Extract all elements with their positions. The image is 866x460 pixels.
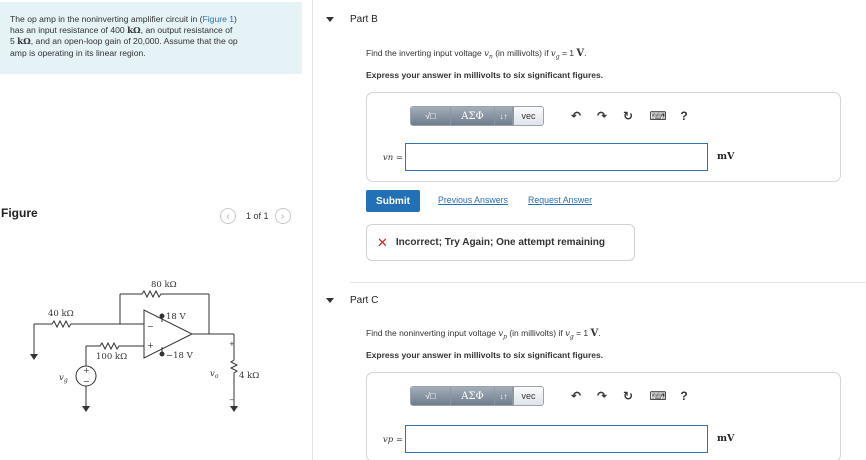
- part-c-question: [366, 328, 601, 341]
- answer-input-vp[interactable]: [405, 425, 708, 453]
- part-c-title: Part C: [350, 295, 379, 306]
- cond-sub: g: [569, 333, 574, 341]
- label-vo: [210, 369, 219, 380]
- var-sub: p: [503, 333, 507, 341]
- help-icon[interactable]: ?: [680, 109, 688, 123]
- math-toolbar: [410, 105, 692, 127]
- feedback-text: Incorrect; Try Again; One attempt remaining: [395, 237, 606, 248]
- answer-label: vp =: [382, 435, 403, 445]
- right-pane: [313, 0, 866, 460]
- problem-line-3: [10, 36, 294, 48]
- reset-icon[interactable]: ↻: [622, 389, 634, 403]
- template-group: [410, 386, 544, 406]
- greek-symbols-button[interactable]: ΑΣΦ: [451, 387, 495, 405]
- question-text: Find the noninverting input voltage: [366, 328, 499, 338]
- figure-title: Figure: [1, 206, 38, 220]
- source-plus: +: [83, 366, 90, 375]
- part-b-header[interactable]: [350, 14, 378, 25]
- vo-plus: +: [229, 340, 235, 348]
- sqrt-template-button[interactable]: √□: [411, 107, 451, 125]
- vec-button[interactable]: vec: [513, 387, 543, 405]
- part-b-instruction: Express your answer in millivolts to six significant figures.: [366, 70, 604, 80]
- cond-end: .: [598, 328, 601, 338]
- ground-arrow: [82, 406, 90, 412]
- problem-line-2: [10, 25, 294, 37]
- part-c-instruction: Express your answer in millivolts to six significant figures.: [366, 350, 604, 360]
- keyboard-icon[interactable]: ⌨: [649, 389, 667, 403]
- caret-down-icon[interactable]: [326, 17, 334, 22]
- chevron-right-icon[interactable]: ›: [275, 208, 291, 224]
- cond-var: v: [550, 49, 556, 59]
- label-vo-main: v: [210, 369, 215, 379]
- resistor-100k: [86, 343, 144, 349]
- submit-button[interactable]: Submit: [366, 190, 420, 212]
- undo-icon[interactable]: ↶: [570, 389, 582, 403]
- answer-label: vn =: [382, 153, 403, 163]
- feedback-message: [366, 224, 635, 261]
- problem-text: has an input resistance of 400: [10, 24, 128, 35]
- part-b-title: Part B: [350, 14, 378, 25]
- var-v: v: [498, 329, 504, 339]
- label-vg-main: v: [59, 373, 64, 383]
- figure-pager: [220, 208, 291, 224]
- arrows-button[interactable]: ↓↑: [495, 387, 513, 405]
- resistor-80k: [120, 291, 209, 297]
- problem-text: , and an open-loop gain of 20,000. Assume that the op: [30, 36, 238, 47]
- vec-button[interactable]: vec: [513, 107, 543, 125]
- unit-kohm: kΩ: [17, 37, 31, 48]
- incorrect-x-icon: ✕: [377, 234, 388, 250]
- answer-input-vn[interactable]: [405, 143, 708, 171]
- part-c-answer-box: [366, 372, 841, 460]
- undo-icon[interactable]: ↶: [570, 109, 582, 123]
- pager-text: 1 of 1: [246, 211, 269, 221]
- label-vg-sub: g: [63, 377, 68, 384]
- var-v: v: [484, 49, 489, 59]
- keyboard-icon[interactable]: ⌨: [649, 109, 667, 123]
- part-b-question: [366, 48, 587, 61]
- source-minus: −: [83, 377, 90, 386]
- redo-icon[interactable]: ↷: [596, 109, 608, 123]
- label-neg18v: −18 V: [166, 351, 193, 361]
- ground-arrow: [230, 406, 238, 412]
- template-group: [410, 106, 544, 126]
- reset-icon[interactable]: ↻: [622, 109, 634, 123]
- ground-arrow: [30, 354, 38, 360]
- cond-eq: = 1: [559, 48, 577, 58]
- label-4k: 4 kΩ: [239, 371, 260, 381]
- chevron-left-icon[interactable]: ‹: [220, 208, 236, 224]
- math-toolbar: [410, 385, 692, 407]
- cond-var: v: [565, 329, 570, 339]
- label-vo-sub: o: [214, 373, 219, 380]
- problem-line-1: [10, 14, 294, 25]
- opamp-minus: −: [147, 322, 154, 331]
- greek-symbols-button[interactable]: ΑΣΦ: [451, 107, 495, 125]
- label-80k: 80 kΩ: [151, 280, 177, 290]
- question-text: (in millivolts) if: [492, 48, 551, 58]
- problem-statement: [0, 2, 302, 74]
- cond-sub: g: [555, 53, 560, 61]
- caret-down-icon[interactable]: [326, 298, 334, 303]
- help-icon[interactable]: ?: [680, 389, 688, 403]
- opamp-plus: +: [147, 341, 154, 350]
- sqrt-template-button[interactable]: √□: [411, 387, 451, 405]
- cond-unit: V: [576, 48, 585, 59]
- problem-text: 5: [10, 36, 18, 47]
- vo-minus: −: [229, 396, 235, 404]
- left-pane: [0, 0, 312, 460]
- resistor-4k: [231, 360, 237, 390]
- problem-text: , an output resistance of: [140, 24, 233, 35]
- cond-end: .: [584, 48, 587, 58]
- part-c-header[interactable]: [350, 295, 378, 306]
- section-divider: [350, 282, 866, 283]
- problem-text: amp is operating in its linear region.: [10, 47, 146, 58]
- label-18v: 18 V: [166, 312, 186, 322]
- problem-text: The op amp in the noninverting amplifier circuit in (: [10, 14, 203, 24]
- answer-unit: mV: [717, 151, 735, 162]
- cond-unit: V: [590, 328, 599, 339]
- label-vg: [59, 373, 68, 384]
- problem-line-4: [10, 48, 294, 59]
- answer-unit: mV: [717, 433, 735, 444]
- question-text: Find the inverting input voltage: [366, 48, 485, 58]
- figure-link[interactable]: Figure 1: [202, 14, 235, 24]
- resistor-40k: [34, 321, 144, 327]
- previous-answers-link[interactable]: Previous Answers: [438, 195, 508, 205]
- redo-icon[interactable]: ↷: [596, 389, 608, 403]
- question-text: (in millivolts) if: [506, 328, 566, 338]
- problem-text: ): [234, 14, 237, 24]
- cond-eq: = 1: [573, 328, 591, 338]
- circuit-diagram: [24, 272, 284, 422]
- label-40k: 40 kΩ: [48, 309, 74, 319]
- request-answer-link[interactable]: Request Answer: [528, 195, 593, 205]
- part-b-answer-box: [366, 92, 841, 182]
- unit-kohm: kΩ: [127, 25, 141, 36]
- var-sub: n: [488, 53, 493, 61]
- label-100k: 100 kΩ: [96, 352, 128, 362]
- arrows-button[interactable]: ↓↑: [495, 107, 513, 125]
